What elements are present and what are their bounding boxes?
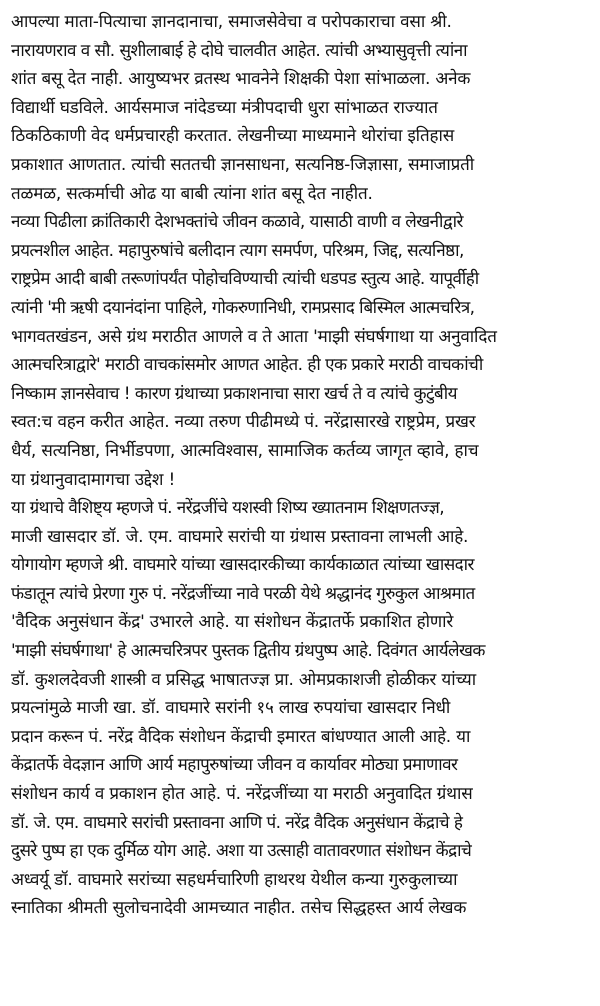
text-line: दुसरे पुष्प हा एक दुर्मिळ योग आहे. अशा या उत्साही वातावरणात संशोधन केंद्राचे: [11, 841, 472, 862]
text-line: विद्यार्थी घडविले. आर्यसमाज नांदेडच्या मंत्रीपदाची धुरा सांभाळत राज्यात: [11, 97, 438, 118]
text-line: माजी खासदार डॉ. जे. एम. वाघमारे सरांची या ग्रंथास प्रस्तावना लाभली आहे.: [11, 526, 469, 547]
text-line: नारायणराव व सौ. सुशीलाबाई हे दोघे चालवीत आहेत. त्यांची अभ्यासुवृत्ती त्यांना: [11, 40, 468, 61]
text-line: या ग्रंथाचे वैशिष्ट्य म्हणजे पं. नरेंद्रजींचे यशस्वी शिष्य ख्यातनाम शिक्षणतज्ज्ञ,: [11, 498, 445, 519]
text-line: धैर्य, सत्यनिष्ठा, निर्भीडपणा, आत्मविश्वास, सामाजिक कर्तव्य जागृत व्हावे, हाच: [11, 440, 479, 461]
text-line: 'माझी संघर्षगाथा' हे आत्मचरित्रपर पुस्तक द्वितीय ग्रंथपुष्प आहे. दिवंगत आर्यलेखक: [11, 641, 485, 662]
text-line: योगायोग म्हणजे श्री. वाघमारे यांच्या खासदारकीच्या कार्यकाळात त्यांच्या खासदार: [11, 555, 474, 576]
text-line: आपल्या माता-पित्याचा ज्ञानदानाचा, समाजसेवेचा व परोपकाराचा वसा श्री.: [11, 12, 452, 32]
text-line: आत्मचरित्राद्वारे' मराठी वाचकांसमोर आणत आहेत. ही एक प्रकारे मराठी वाचकांची: [11, 355, 483, 376]
text-line: प्रकाशात आणतात. त्यांची सततची ज्ञानसाधना, सत्यनिष्ठ-जिज्ञासा, समाजाप्रती: [11, 154, 474, 175]
text-line: भागवतखंडन, असे ग्रंथ मराठीत आणले व ते आता 'माझी संघर्षगाथा या अनुवादित: [11, 326, 497, 347]
text-line: निष्काम ज्ञानसेवाच ! कारण ग्रंथाच्या प्रकाशनाचा सारा खर्च ते व त्यांचे कुटुंबीय: [11, 383, 457, 404]
text-line: संशोधन कार्य व प्रकाशन होत आहे. पं. नरेंद्रजींच्या या मराठी अनुवादित ग्रंथास: [11, 784, 473, 805]
text-line: डॉ. जे. एम. वाघमारे सरांची प्रस्तावना आणि पं. नरेंद्र वैदिक अनुसंधान केंद्राचे हे: [11, 812, 463, 833]
text-line: प्रयत्नांमुळे माजी खा. डॉ. वाघमारे सरांनी १५ लाख रुपयांचा खासदार निधी: [11, 698, 451, 719]
text-line: शांत बसू देत नाही. आयुष्यभर व्रतस्थ भावनेने शिक्षकी पेशा सांभाळला. अनेक: [11, 69, 471, 90]
text-line: तळमळ, सत्कर्माची ओढ या बाबी त्यांना शांत बसू देत नाहीत.: [11, 183, 373, 204]
text-line: केंद्रातर्फे वेदज्ञान आणि आर्य महापुरुषांच्या जीवन व कार्यावर मोठ्या प्रमाणावर: [11, 755, 458, 776]
text-line: या ग्रंथानुवादामागचा उद्देश !: [11, 469, 176, 490]
text-line: प्रदान करून पं. नरेंद्र वैदिक संशोधन केंद्राची इमारत बांधण्यात आली आहे. या: [11, 726, 471, 747]
text-line: 'वैदिक अनुसंधान केंद्र' उभारले आहे. या संशोधन केंद्रातर्फे प्रकाशित होणारे: [11, 612, 454, 633]
text-line: त्यांनी 'मी ऋषी दयानंदांना पाहिले, गोकरुणानिधी, रामप्रसाद बिस्मिल आत्मचरित्र,: [11, 297, 475, 318]
text-line: स्नातिका श्रीमती सुलोचनादेवी आमच्यात नाहीत. तसेच सिद्धहस्त आर्य लेखक: [11, 898, 467, 919]
text-line: अध्वर्यू डॉ. वाघमारे सरांच्या सहधर्मचारिणी हाथरथ येथील कन्या गुरुकुलाच्या: [11, 869, 458, 890]
text-line: राष्ट्रप्रेम आदी बाबी तरूणांपर्यंत पोहोचविण्याची त्यांची धडपड स्तुत्य आहे. यापूर्वीही: [11, 269, 479, 290]
text-line: डॉ. कुशलदेवजी शास्त्री व प्रसिद्ध भाषातज्ज्ञ प्रा. ओमप्रकाशजी होळीकर यांच्या: [11, 669, 476, 690]
text-line: नव्या पिढीला क्रांतिकारी देशभक्तांचे जीवन कळावे, यासाठी वाणी व लेखनीद्वारे: [11, 212, 463, 233]
text-line: स्वत:च वहन करीत आहेत. नव्या तरुण पीढीमध्ये पं. नरेंद्रासारखे राष्ट्रप्रेम, प्रखर: [11, 412, 476, 433]
text-line: ठिकठिकाणी वेद धर्मप्रचारही करतात. लेखनीच्या माध्यमाने थोरांचा इतिहास: [11, 126, 455, 147]
text-line: फंडातून त्यांचे प्रेरणा गुरु पं. नरेंद्रजींच्या नावे परळी येथे श्रद्धानंद गुरुकुल आश्रमात: [11, 583, 475, 604]
text-line: प्रयत्नशील आहेत. महापुरुषांचे बलीदान त्याग समर्पण, परिश्रम, जिद्द, सत्यनिष्ठा,: [11, 240, 464, 261]
